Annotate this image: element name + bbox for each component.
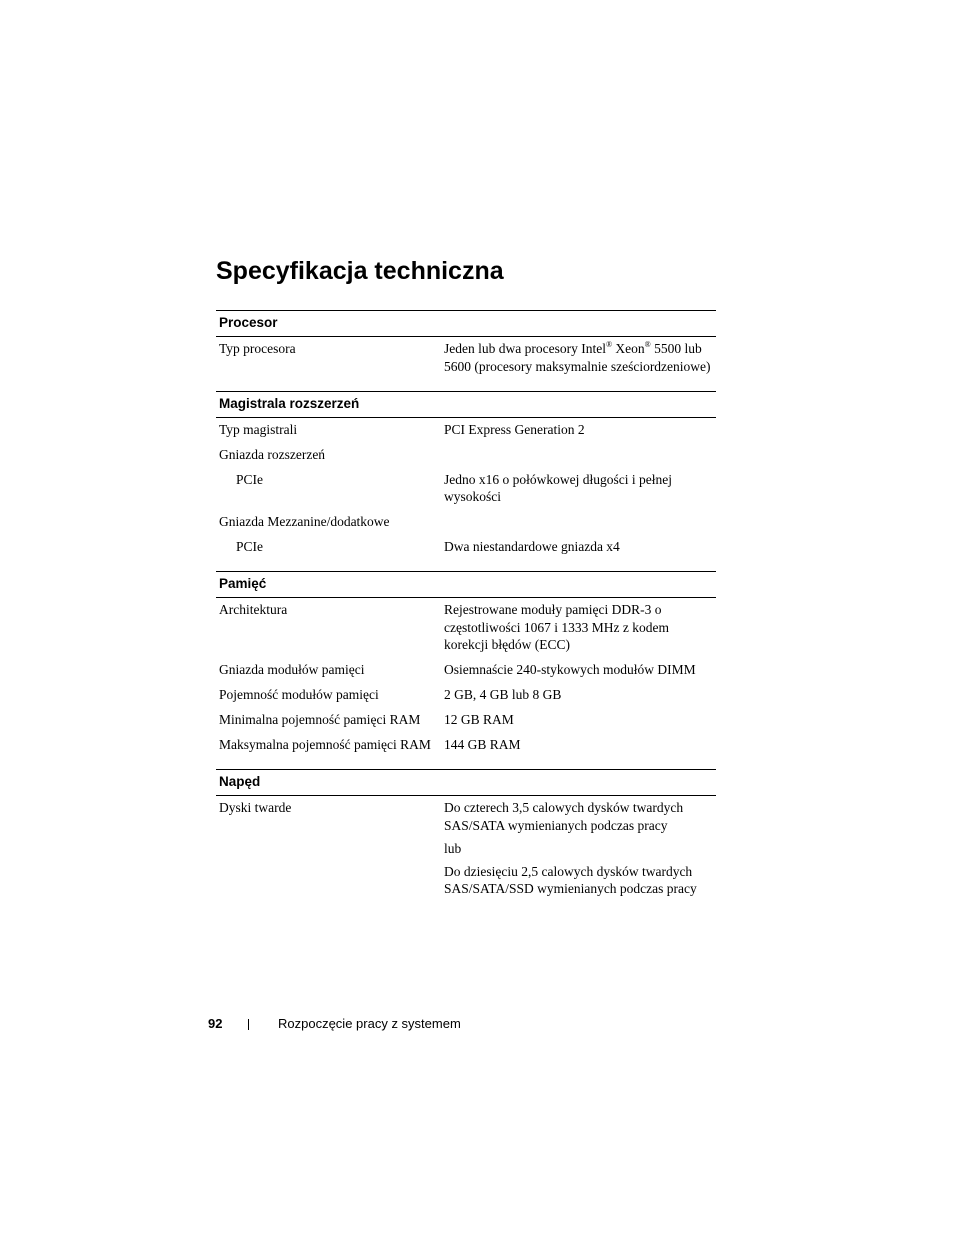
spec-row (216, 736, 716, 754)
spec-value: Rejestrowane moduły pamięci DDR-3 o częstotliwości 1067 i 1333 MHz z kodem korekcji błędów (ECC) (444, 602, 669, 652)
section-heading: Pamięć (216, 571, 716, 598)
spec-value: Dwa niestandardowe gniazda x4 (444, 539, 620, 554)
spec-label: Maksymalna pojemność pamięci RAM (219, 737, 431, 752)
footer-separator (248, 1019, 249, 1030)
spec-sublabel: PCIe (236, 539, 263, 554)
spec-value: 12 GB RAM (444, 712, 514, 727)
spec-label: Gniazda rozszerzeń (219, 446, 326, 462)
section-memory (216, 571, 716, 769)
section-expansion-bus (216, 391, 716, 572)
spec-value (444, 446, 716, 464)
spec-label: Gniazda Mezzanine/dodatkowe (219, 514, 390, 529)
spec-row (216, 538, 716, 556)
spec-row (216, 421, 716, 439)
section-heading: Procesor (216, 310, 716, 337)
spec-label: Gniazda modułów pamięci (219, 662, 365, 677)
spec-value-line: Do dziesięciu 2,5 calowych dysków twardych SAS/SATA/SSD wymienianych podczas pracy (444, 863, 697, 896)
spec-label: Architektura (219, 602, 288, 617)
spec-row (216, 686, 716, 704)
spec-value-line: Do czterech 3,5 calowych dysków twardych SAS/SATA wymienianych podczas pracy (444, 800, 684, 833)
section-heading: Napęd (216, 769, 716, 796)
spec-sublabel: PCIe (236, 471, 263, 487)
spec-value (444, 799, 716, 898)
spec-value-line: lub (444, 840, 462, 856)
spec-row (216, 340, 716, 375)
spec-value: Osiemnaście 240-stykowych modułów DIMM (444, 662, 696, 677)
registered-mark: ® (644, 339, 651, 349)
spec-table (216, 310, 716, 913)
spec-value (444, 513, 716, 531)
spec-row (216, 711, 716, 729)
spec-value: Jedno x16 o połówkowej długości i pełnej wysokości (444, 471, 672, 504)
spec-row (216, 446, 716, 464)
spec-value: Jeden lub dwa procesory Intel® Xeon® 5500 lub 5600 (procesory maksymalnie sześciordzeniowe) (444, 339, 711, 374)
document-title: Rozpoczęcie pracy z systemem (278, 1016, 461, 1031)
page-title: Specyfikacja techniczna (216, 257, 504, 285)
spec-label: Typ procesora (219, 341, 296, 356)
spec-value: 144 GB RAM (444, 737, 521, 752)
registered-mark: ® (605, 339, 613, 349)
spec-row (216, 799, 716, 898)
section-processor (216, 310, 716, 391)
spec-label: Dyski twarde (219, 800, 292, 815)
section-heading: Magistrala rozszerzeń (216, 391, 716, 418)
spec-label: Pojemność modułów pamięci (219, 687, 379, 702)
spec-label: Typ magistrali (219, 421, 298, 437)
spec-value: PCI Express Generation 2 (444, 421, 585, 437)
spec-row (216, 661, 716, 679)
spec-row (216, 471, 716, 506)
spec-row (216, 601, 716, 654)
page-number: 92 (208, 1016, 223, 1031)
spec-value: 2 GB, 4 GB lub 8 GB (444, 687, 562, 702)
spec-row (216, 513, 716, 531)
spec-label: Minimalna pojemność pamięci RAM (219, 712, 421, 727)
section-drives (216, 769, 716, 913)
